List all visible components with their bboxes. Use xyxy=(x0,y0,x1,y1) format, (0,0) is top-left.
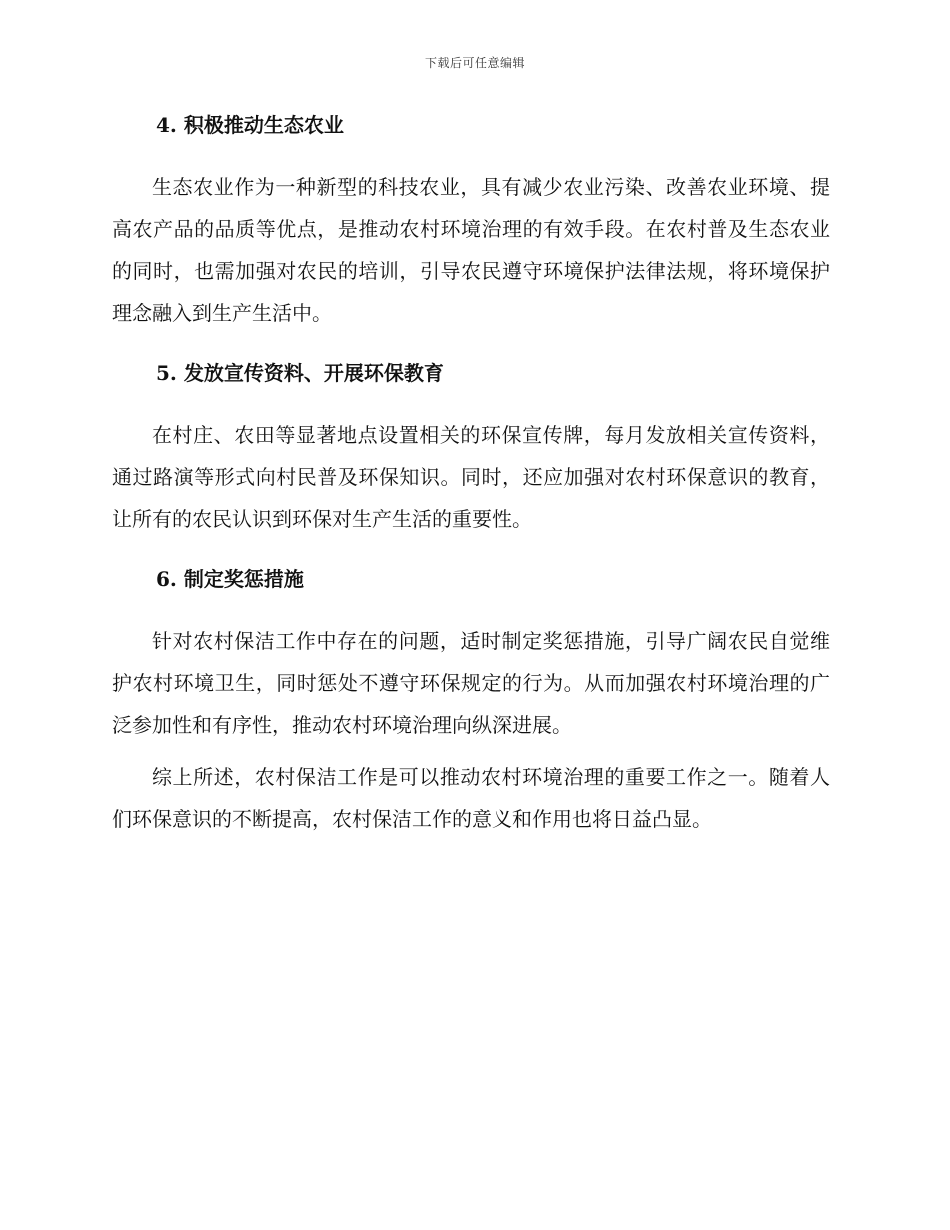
conclusion-paragraph: 综上所述，农村保洁工作是可以推动农村环境治理的重要工作之一。随着人们环保意识的不断提高，农村保洁工作的意义和作用也将日益凸显。 xyxy=(112,765,830,831)
section-heading-6: 6. 制定奖惩措施 xyxy=(156,567,304,591)
section-heading-5: 5. 发放宣传资料、开展环保教育 xyxy=(156,361,444,385)
section-paragraph-5: 在村庄、农田等显著地点设置相关的环保宣传牌，每月发放相关宣传资料，通过路演等形式向村民普及环保知识。同时，还应加强对农村环保意识的教育，让所有的农民认识到环保对生产生活的重要性。 xyxy=(112,423,830,531)
section-paragraph-4: 生态农业作为一种新型的科技农业，具有减少农业污染、改善农业环境、提高农产品的品质等优点，是推动农村环境治理的有效手段。在农村普及生态农业的同时，也需加强对农民的培训，引导农民遵守环境保护法律法规，将环境保护理念融入到生产生活中。 xyxy=(112,175,830,325)
page-header-note: 下载后可任意编辑 xyxy=(424,56,525,70)
document-body xyxy=(112,110,830,840)
section-paragraph-6: 针对农村保洁工作中存在的问题，适时制定奖惩措施，引导广阔农民自觉维护农村环境卫生，同时惩处不遵守环保规定的行为。从而加强农村环境治理的广泛参加性和有序性，推动农村环境治理向纵深进展。 xyxy=(112,629,830,737)
section-heading-4: 4. 积极推动生态农业 xyxy=(156,113,344,137)
